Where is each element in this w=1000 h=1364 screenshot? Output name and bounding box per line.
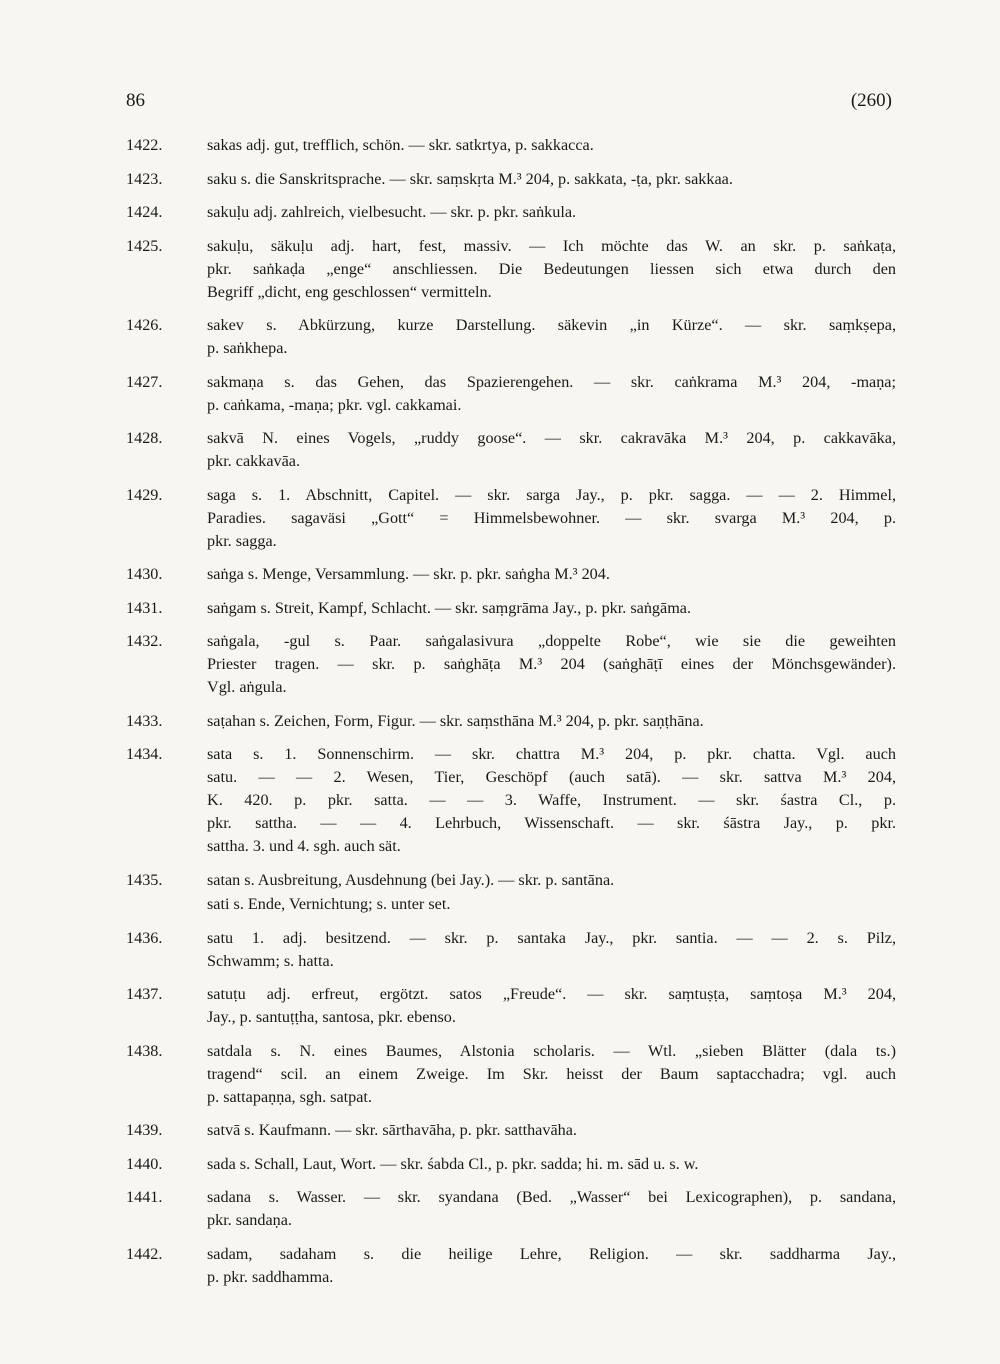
entry-text-line: p. caṅkama, -maṇa; pkr. vgl. cakkamai.	[207, 395, 462, 414]
dictionary-entry	[126, 168, 896, 191]
original-page-number: (260)	[850, 90, 892, 111]
dictionary-entry	[126, 427, 896, 473]
entry-text-line: sakuḷu adj. zahlreich, vielbesucht. — skr. p. pkr. saṅkula.	[207, 203, 577, 221]
entry-text-line: sadana s. Wasser. — skr. syandana (Bed. „Wasser“ bei Lexicographen), p. sandana,	[207, 1188, 896, 1206]
entry-text-line: sadam, sadaham s. die heilige Lehre, Religion. — skr. saddharma Jay.,	[207, 1244, 896, 1263]
entry-number: 1424.	[126, 203, 163, 221]
entry-text-line: sattha. 3. und 4. sgh. auch sät.	[207, 837, 401, 855]
entry-text-line: saga s. 1. Abschnitt, Capitel. — skr. sarga Jay., p. pkr. sagga. — — 2. Himmel,	[207, 485, 896, 504]
entry-text-line: sada s. Schall, Laut, Wort. — skr. śabda Cl., p. pkr. sadda; hi. m. sād u. s. w.	[207, 1154, 699, 1173]
entry-text-line: tragend“ scil. an einem Zweige. Im Skr. heisst der Baum saptacchadra; vgl. auch	[207, 1064, 896, 1083]
dictionary-entries	[126, 134, 896, 1299]
entry-number: 1429.	[126, 485, 163, 504]
entry-text-line: Jay., p. santuṭṭha, santosa, pkr. ebenso.	[207, 1008, 456, 1026]
entry-text-line: Schwamm; s. hatta.	[207, 951, 334, 970]
dictionary-entry	[126, 235, 896, 304]
entry-number: 1441.	[126, 1188, 163, 1206]
entry-text-line: Paradies. sagaväsi „Gott“ = Himmelsbewohner. — skr. svarga M.³ 204, p.	[207, 508, 896, 527]
dictionary-entry	[126, 893, 896, 916]
entry-text-line: saṅgam s. Streit, Kampf, Schlacht. — skr. saṃgrāma Jay., p. pkr. saṅgāma.	[207, 598, 692, 617]
entry-text-line: saku s. die Sanskritsprache. — skr. saṃskṛta M.³ 204, p. sakkata, -ṭa, pkr. sakkaa.	[207, 169, 733, 188]
entry-text-line: pkr. cakkavāa.	[207, 452, 301, 470]
dictionary-entry	[126, 983, 896, 1029]
entry-text-line: sakmaṇa s. das Gehen, das Spazierengehen. — skr. caṅkrama M.³ 204, -maṇa;	[207, 372, 896, 391]
entry-text-line: pkr. saṅkaḍa „enge“ anschliessen. Die Bedeutungen liessen sich etwa durch den	[207, 259, 896, 278]
entry-text-line: pkr. sandaṇa.	[207, 1211, 292, 1229]
dictionary-entry	[126, 484, 896, 553]
dictionary-entry	[126, 563, 896, 586]
entry-text-line: sakuḷu, säkuḷu adj. hart, fest, massiv. — Ich möchte das W. an skr. p. saṅkaṭa,	[207, 236, 896, 255]
dictionary-entry	[126, 1119, 896, 1142]
entry-text-line: sakvā N. eines Vogels, „ruddy goose“. — skr. cakravāka M.³ 204, p. cakkavāka,	[207, 429, 896, 447]
entry-text-line: satvā s. Kaufmann. — skr. sārthavāha, p. pkr. satthavāha.	[207, 1121, 577, 1139]
entry-text-line: K. 420. p. pkr. satta. — — 3. Waffe, Instrument. — skr. śastra Cl., p.	[207, 791, 896, 809]
entry-number: 1434.	[126, 745, 163, 763]
entry-text-line: Priester tragen. — skr. p. saṅghāṭa M.³ 204 (saṅghāṭī eines der Mönchsgewänder).	[207, 655, 896, 673]
entry-number: 1422.	[126, 136, 163, 154]
entry-number: 1427.	[126, 372, 163, 391]
dictionary-entry	[126, 597, 896, 620]
entry-number: 1430.	[126, 565, 163, 583]
entry-text-line: satdala s. N. eines Baumes, Alstonia scholaris. — Wtl. „sieben Blätter (dala ts.)	[207, 1041, 896, 1060]
page-header	[126, 90, 892, 116]
dictionary-entry	[126, 134, 896, 157]
entry-number: 1426.	[126, 316, 163, 334]
entry-number: 1423.	[126, 169, 163, 188]
entry-text-line: sakas adj. gut, trefflich, schön. — skr. satkrtya, p. sakkacca.	[207, 136, 594, 154]
entry-number: 1439.	[126, 1121, 163, 1139]
entry-text-line: p. sattapaṇṇa, sgh. satpat.	[207, 1087, 372, 1106]
entry-text-line: sakev s. Abkürzung, kurze Darstellung. säkevin „in Kürze“. — skr. saṃkṣepa,	[207, 316, 896, 334]
entry-text-line: pkr. sagga.	[207, 531, 277, 550]
dictionary-entry	[126, 1186, 896, 1232]
entry-text-line: sati s. Ende, Vernichtung; s. unter set.	[207, 895, 451, 913]
dictionary-entry	[126, 710, 896, 733]
entry-text-line: saṅga s. Menge, Versammlung. — skr. p. pkr. saṅgha M.³ 204.	[207, 565, 610, 583]
entry-number: 1435.	[126, 870, 163, 889]
entry-text-line: p. pkr. saddhamma.	[207, 1267, 334, 1286]
entry-text-line: satu 1. adj. besitzend. — skr. p. santaka Jay., pkr. santia. — — 2. s. Pilz,	[207, 928, 896, 947]
dictionary-entry	[126, 743, 896, 858]
dictionary-entry	[126, 1153, 896, 1176]
entry-number: 1436.	[126, 928, 163, 947]
dictionary-entry	[126, 314, 896, 360]
entry-number: 1432.	[126, 632, 163, 650]
dictionary-entry	[126, 201, 896, 224]
entry-number: 1442.	[126, 1244, 163, 1263]
entry-text-line: satuṭu adj. erfreut, ergötzt. satos „Freude“. — skr. saṃtuṣṭa, saṃtoṣa M.³ 204,	[207, 985, 896, 1003]
entry-number: 1428.	[126, 429, 163, 447]
dictionary-entry	[126, 1243, 896, 1289]
entry-text-line: saṅgala, -gul s. Paar. saṅgalasivura „doppelte Robe“, wie sie die geweihten	[207, 632, 896, 650]
entry-text-line: sata s. 1. Sonnenschirm. — skr. chattra M.³ 204, p. pkr. chatta. Vgl. auch	[207, 745, 896, 763]
entry-text-line: satu. — — 2. Wesen, Tier, Geschöpf (auch satā). — skr. sattva M.³ 204,	[207, 768, 896, 786]
entry-number: 1433.	[126, 711, 163, 730]
entry-number: 1425.	[126, 236, 163, 255]
dictionary-entry	[126, 371, 896, 417]
dictionary-entry	[126, 927, 896, 973]
entry-text-line: saṭahan s. Zeichen, Form, Figur. — skr. saṃsthāna M.³ 204, p. pkr. saṇṭhāna.	[207, 711, 704, 730]
dictionary-entry	[126, 630, 896, 699]
entry-text-line: Begriff „dicht, eng geschlossen“ vermitteln.	[207, 282, 492, 301]
entry-number: 1440.	[126, 1154, 163, 1173]
entry-number: 1437.	[126, 985, 163, 1003]
entry-number: 1431.	[126, 598, 163, 617]
entry-text-line: Vgl. aṅgula.	[207, 678, 287, 696]
dictionary-entry	[126, 1040, 896, 1109]
entry-number: 1438.	[126, 1041, 163, 1060]
entry-text-line: satan s. Ausbreitung, Ausdehnung (bei Jay.). — skr. p. santāna.	[207, 870, 615, 889]
entry-text-line: p. saṅkhepa.	[207, 339, 288, 357]
page-number: 86	[126, 90, 145, 111]
dictionary-entry	[126, 869, 896, 892]
entry-text-line: pkr. sattha. — — 4. Lehrbuch, Wissenschaft. — skr. śāstra Jay., p. pkr.	[207, 814, 896, 832]
